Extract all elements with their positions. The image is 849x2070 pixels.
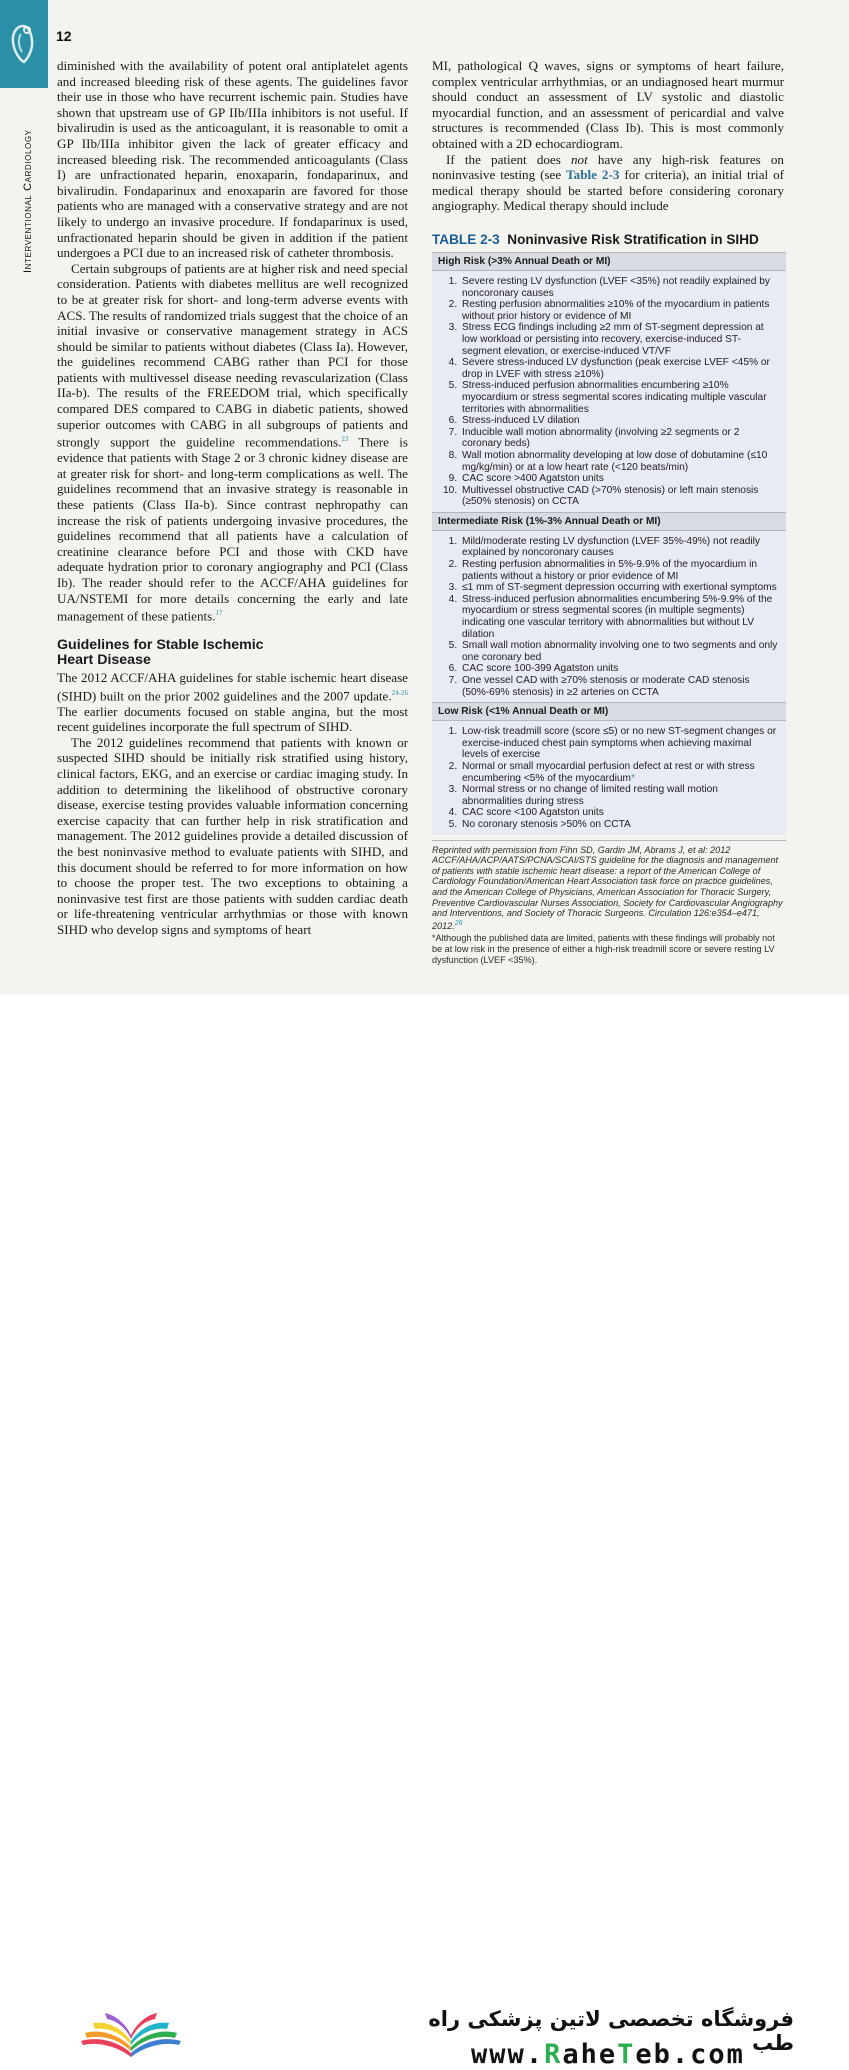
list-item: 1. Mild/moderate resting LV dysfunction (LVEF 35%-49%) not readily explained by noncoronary causes	[460, 536, 780, 559]
source-note: Reprinted with permission from Fihn SD, Gardin JM, Abrams J, et al: 2012 ACCF/AHA/ACP/AATS/PCNA/SCAI/STS guideline for the diagnosis and management of patients with stable ischemic heart disease: a report of the American College of Cardiology Foundation/American Heart Association task force on practice guidelines, and the American College of Physicians, American Association for Thoracic Surgery, Preventive Cardiovascular Nurses Association, Society for Cardiovascular Angiography and Interventions, and Society of Thoracic Surgeons. Circulation 126:e354–e471, 2012.26	[432, 844, 783, 931]
open-book-logo-icon	[75, 2007, 187, 2065]
paragraph: Certain subgroups of patients are at higher risk and need special consideration. Patients with diabetes mellitus are well recognized to be at greater risk for short- and long-term adverse events with ACS. The results of randomized trials suggest that the choice of an initial invasive or conservative management strategy in ACS should be similar to patients without diabetes (Class Ia). However, the guidelines recommend CABG rather than PCI for those patients with multivessel disease needing revascularization (Class IIa-b). The results of the FREEDOM trial, which specifically compared DES compared to CABG in diabetic patients, showed superior outcomes with CABG in all subgroups of patients and strongly support the guideline recommendations.$^{23}$ There is evidence that patients with Stage 2 or 3 chronic kidney disease are at greater risk for short- and long-term complications as well. The guidelines recommend that an invasive strategy is reasonable in these patients (Class IIa-b). Since contrast nephropathy can increase the risk of patients undergoing invasive procedures, the guidelines recommend that all patients have a calculation of creatinine clearance before PCI and those with CKD have adequate hydration prior to coronary angiography and PCI (Class Ib). The reader should refer to the ACCF/AHA guidelines for UA/NSTEMI for more details concerning the early and late management of these patients.$^{17}$	[57, 260, 408, 624]
list-item: 6. Stress-induced LV dilation	[460, 415, 780, 427]
list-item: 4. Severe stress-induced LV dysfunction (peak exercise LVEF <45% or drop in LVEF with stress ≥10%)	[460, 357, 780, 380]
list-item: 3. Normal stress or no change of limited resting wall motion abnormalities during stress	[460, 784, 780, 807]
list-item: 2. Resting perfusion abnormalities in 5%-9.9% of the myocardium in patients without a history or prior evidence of MI	[460, 559, 780, 582]
running-head-text: Interventional Cardiology	[22, 129, 34, 273]
list-item: 5. Small wall motion abnormality involving one to two segments and only one coronary bed	[460, 640, 780, 663]
page-number: 12	[56, 28, 72, 44]
table-link[interactable]: Table 2-3	[566, 167, 620, 183]
table-label: TABLE 2-3	[432, 232, 500, 247]
right-column	[432, 58, 784, 214]
list-item: 10. Multivessel obstructive CAD (>70% stenosis) or left main stenosis (≥50% stenosis) on CCTA	[460, 485, 780, 508]
store-banner	[0, 995, 849, 2070]
citation-ref[interactable]: 17	[215, 609, 223, 618]
list-item: 9. CAC score >400 Agatston units	[460, 473, 780, 485]
list-item: 2. Normal or small myocardial perfusion defect at rest or with stress encumbering <5% of the myocardium*	[460, 761, 780, 784]
list-item: 4. Stress-induced perfusion abnormalities encumbering 5%-9.9% of the myocardium or stress segmental scores (in multiple segments) indicating one vascular territory with abnormalities but without LV dilation	[460, 594, 780, 640]
paragraph: MI, pathological Q waves, signs or symptoms of heart failure, complex ventricular arrhythmias, or an undiagnosed heart murmur should conduct an assessment of LV systolic and diastolic myocardial function, and an assessment of pericardial and valve structures is recommended (Class Ib). This is most commonly obtained with a 2D echocardiogram.	[432, 58, 784, 151]
list-item: 4. CAC score <100 Agatston units	[460, 807, 780, 819]
store-url[interactable]: www.RaheTeb.com	[471, 2039, 745, 2070]
high-risk-list	[432, 271, 786, 512]
intermediate-risk-list	[432, 531, 786, 702]
list-item: 6. CAC score 100-399 Agatston units	[460, 663, 780, 675]
table-title: Noninvasive Risk Stratification in SIHD	[507, 232, 759, 247]
store-name: فروشگاه تخصصی لاتین پزشکی راه طب	[428, 2007, 794, 2055]
list-item: 3. ≤1 mm of ST-segment depression occurring with exertional symptoms	[460, 582, 780, 594]
low-risk-list	[432, 721, 786, 834]
citation-ref[interactable]: 23	[341, 435, 349, 444]
left-column	[57, 58, 408, 938]
low-risk-heading: Low Risk (<1% Annual Death or MI)	[432, 702, 786, 721]
citation-ref[interactable]: 24-26	[391, 688, 408, 697]
paragraph: The 2012 guidelines recommend that patients with known or suspected SIHD should be initially risk stratified using history, clinical factors, EKG, and an exercise or cardiac imaging study. In addition to determining the likelihood of obstructive coronary disease, exercise testing provides valuable information concerning exercise capacity that can further help in risk stratification and management. The 2012 guidelines provide a detailed discussion of the best noninvasive method to evaluate patients with SIHD, and this document should be referred to for more information on how to choose the proper test. The two exceptions to obtaining a noninvasive test first are those patients with sudden cardiac death or life-threatening ventricular arrhythmias or those with known SIHD who develop signs and symptoms of heart	[57, 734, 408, 937]
running-head	[0, 95, 44, 295]
list-item: 8. Wall motion abnormality developing at low dose of dobutamine (≤10 mg/kg/min) or at a low heart rate (<120 beats/min)	[460, 450, 780, 473]
footnote: *Although the published data are limited, patients with these findings will probably not be at low risk in the presence of either a high-risk treadmill score or severe resting LV dysfunction (LVEF <35%).	[432, 933, 775, 965]
paragraph: diminished with the availability of potent oral antiplatelet agents and increased bleeding risk of these agents. The guidelines favor their use in those who have recurrent ischemic pain. Studies have shown that upstream use of GP IIb/IIIa inhibitors is not useful. If bivalirudin is used as the anticoagulant, it is reasonable to omit a GP IIb/IIIa inhibitor given the lack of greater efficacy and increased bleeding risk. The recommended anticoagulants (Class I) are unfractionated heparin, enoxaparin, fondaparinux, and bivalirudin. Fondaparinux and enoxaparin are favored for those patients who are managed with a conservative strategy and are not likely to undergo an invasive procedure. If fondaparinux is used, unfractionated heparin should be given in addition if the patient undergoes a PCI due to an increased risk of catheter thrombosis.	[57, 58, 408, 261]
list-item: 7. Inducible wall motion abnormality (involving ≥2 segments or 2 coronary beds)	[460, 427, 780, 450]
chapter-tab	[0, 0, 48, 88]
section-heading: Guidelines for Stable Ischemic Heart Disease	[57, 637, 264, 669]
list-item: 7. One vessel CAD with ≥70% stenosis or moderate CAD stenosis (50%-69% stenosis) in ≥2 arteries on CCTA	[460, 675, 780, 698]
footnote-marker: *	[631, 772, 635, 784]
list-item: 1. Severe resting LV dysfunction (LVEF <35%) not readily explained by noncoronary causes	[460, 276, 780, 299]
list-item: 1. Low-risk treadmill score (score ≤5) or no new ST-segment changes or exercise-induced chest pain symptoms when achieving maximal levels of exercise	[460, 726, 780, 761]
citation-ref[interactable]: 26	[454, 919, 463, 927]
heart-logo-icon	[8, 22, 38, 66]
risk-table	[432, 232, 786, 965]
intermediate-risk-heading: Intermediate Risk (1%-3% Annual Death or MI)	[432, 512, 786, 531]
table-caption	[432, 232, 786, 247]
list-item: 3. Stress ECG findings including ≥2 mm of ST-segment depression at low workload or persisting into recovery, exercise-induced ST-segment elevation, or exercise-induced VT/VF	[460, 322, 780, 357]
list-item: 5. No coronary stenosis >50% on CCTA	[460, 819, 780, 831]
book-page	[0, 0, 849, 995]
table-footnotes	[432, 840, 786, 966]
paragraph: The 2012 ACCF/AHA guidelines for stable ischemic heart disease (SIHD) built on the prior 2002 guidelines and the 2007 update.$^{24-26}$ The earlier documents focused on stable angina, but the most recent guidelines incorporate the full spectrum of SIHD.	[57, 670, 408, 735]
list-item: 2. Resting perfusion abnormalities ≥10% of the myocardium in patients without prior history or evidence of MI	[460, 299, 780, 322]
high-risk-heading: High Risk (>3% Annual Death or MI)	[432, 252, 786, 271]
list-item: 5. Stress-induced perfusion abnormalities encumbering ≥10% myocardium or stress segmental scores indicating multiple vascular territories with abnormalities	[460, 380, 780, 415]
paragraph: If the patient does not have any high-risk features on noninvasive testing (see Table 2-3 for criteria), an initial trial of medical therapy should be started before considering coronary angiography. Medical therapy should include	[432, 151, 785, 214]
